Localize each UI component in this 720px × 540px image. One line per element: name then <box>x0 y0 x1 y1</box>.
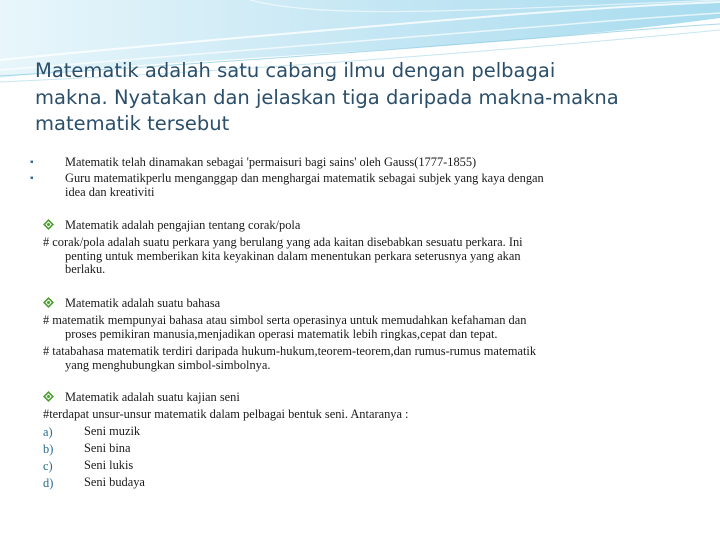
section-heading: Matematik adalah pengajian tentang corak/pola <box>65 218 301 232</box>
section-heading: Matematik adalah suatu kajian seni <box>65 390 240 404</box>
title-line: makna. Nyatakan dan jelaskan tiga daripada makna-makna <box>35 85 619 109</box>
list-item: Seni bina <box>84 441 131 455</box>
section-line: # tatabahasa matematik terdiri daripada hukum-hukum,teorem-teorem,dan rumus-rumus matematik <box>43 344 537 358</box>
bullet-text: Guru matematikperlu menganggap dan menghargai matematik sebagai subjek yang kaya dengan <box>65 171 544 185</box>
bullet-text: Matematik telah dinamakan sebagai 'permaisuri bagi sains' oleh Gauss(1777-1855) <box>65 155 477 169</box>
section-heading: Matematik adalah suatu bahasa <box>65 296 221 310</box>
list-label: a) <box>43 425 53 439</box>
diamond-bullet-icon <box>43 391 54 402</box>
list-item: Seni lukis <box>84 458 134 472</box>
title-line: Matematik adalah satu cabang ilmu dengan pelbagai <box>35 59 556 82</box>
list-item: Seni budaya <box>84 475 145 489</box>
bullet-text: idea dan kreativiti <box>65 185 155 199</box>
section-line: #terdapat unsur-unsur matematik dalam pelbagai bentuk seni. Antaranya : <box>43 407 409 421</box>
bullet-dot-icon: ▪ <box>30 173 34 184</box>
list-label: c) <box>43 459 53 473</box>
section-line: # corak/pola adalah suatu perkara yang berulang yang ada kaitan disebabkan sesuatu perkara. Ini <box>43 235 523 249</box>
diamond-bullet-icon <box>43 219 54 230</box>
list-label: d) <box>43 476 54 490</box>
title-line: matematik tersebut <box>35 112 230 135</box>
list-item: Seni muzik <box>84 424 141 438</box>
section-line: berlaku. <box>65 262 106 276</box>
diamond-bullet-icon <box>43 297 54 308</box>
section-line: proses pemikiran manusia,menjadikan operasi matematik lebih ringkas,cepat dan tepat. <box>65 327 498 341</box>
section-line: penting untuk memberikan kita keyakinan dalam menentukan perkara seterusnya yang akan <box>65 249 521 263</box>
list-label: b) <box>43 442 54 456</box>
bullet-dot-icon: ▪ <box>30 157 34 168</box>
section-line: # matematik mempunyai bahasa atau simbol serta operasinya untuk memudahkan kefahaman dan <box>43 313 527 327</box>
section-line: yang menghubungkan simbol-simbolnya. <box>65 358 271 372</box>
